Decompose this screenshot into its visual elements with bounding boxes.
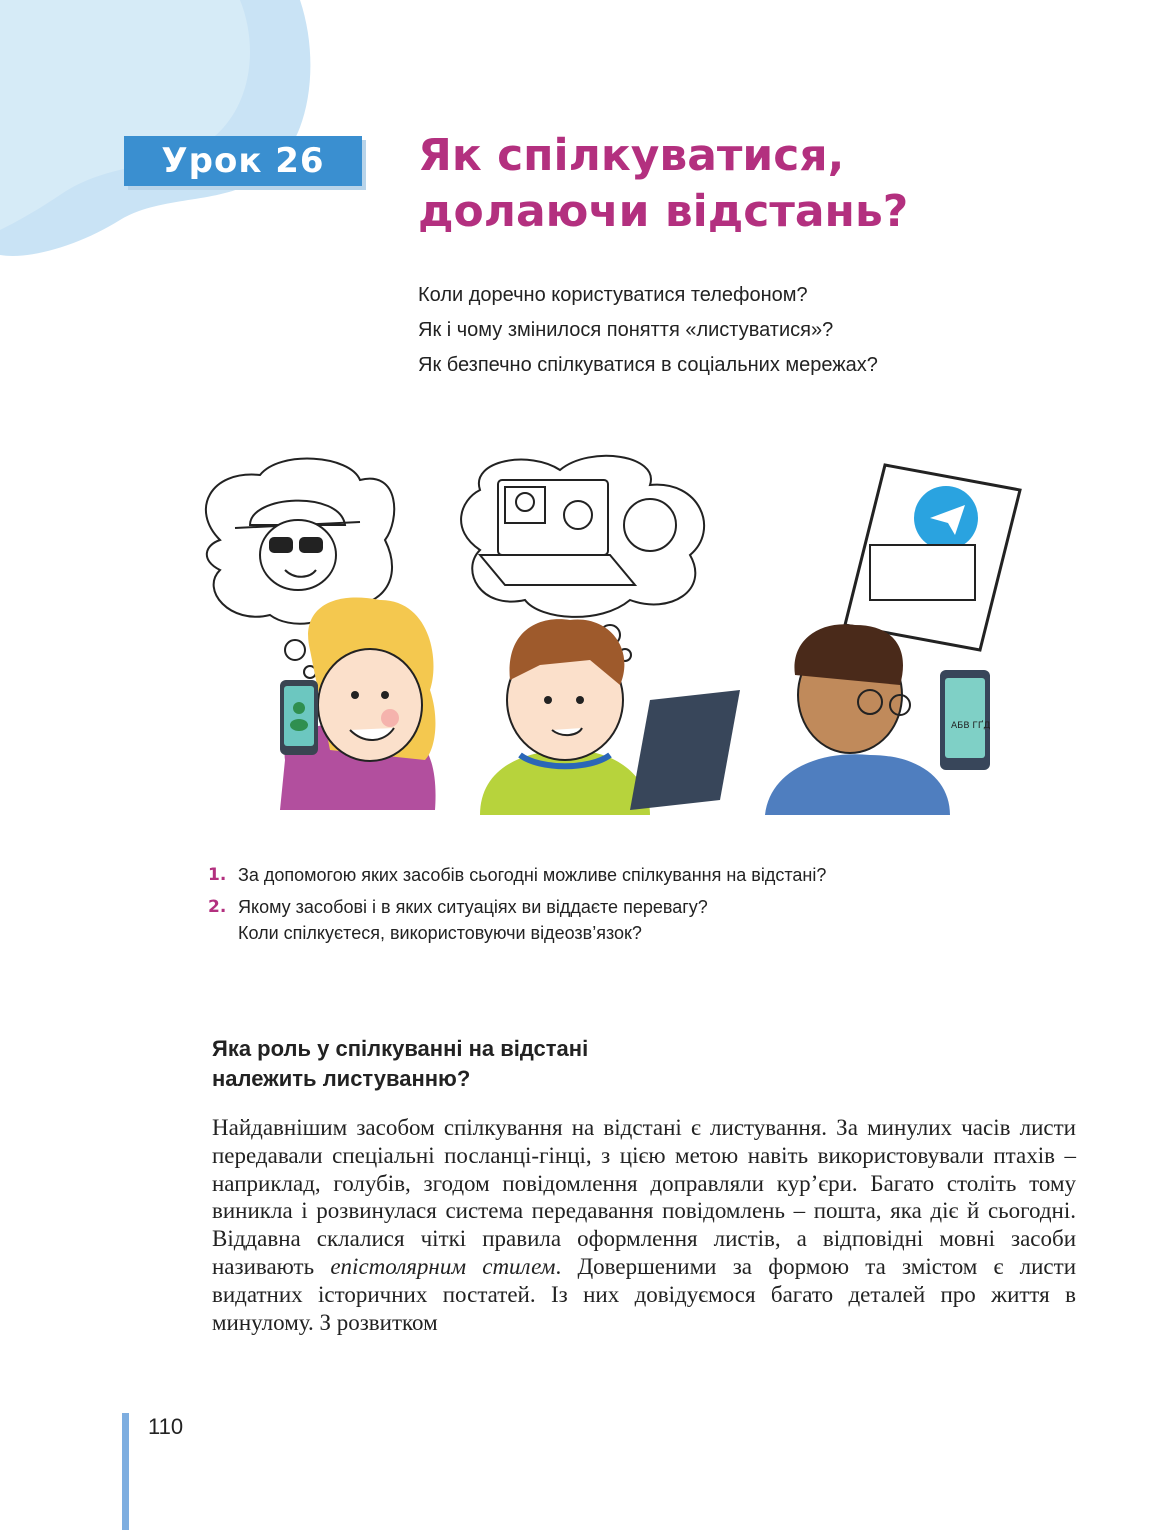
background-blob	[0, 0, 320, 270]
intro-question: Коли доречно користуватися телефоном?	[418, 284, 808, 306]
page-title-line-1: Як спілкуватися,	[418, 130, 845, 181]
question-text: Коли спілкуєтеся, використовуючи відеозв’язок?	[238, 923, 642, 943]
lesson-badge	[124, 136, 362, 186]
page-margin-bar	[122, 1413, 129, 1530]
intro-question: Як і чому змінилося поняття «листуватися»?	[418, 319, 834, 341]
boy-with-glasses-and-phone	[765, 624, 990, 815]
body-paragraph	[212, 1114, 1076, 1336]
question-text: За допомогою яких засобів сьогодні можливе спілкування на відстані?	[238, 865, 827, 885]
section-heading	[212, 1034, 588, 1094]
girl-with-phone	[280, 597, 436, 810]
question-item	[208, 862, 1028, 888]
body-text-part: . Довершеними за формою та змістом є листи видатних історичних постатей. Із них довідуємося багато деталей про життя в минулому. З розвитком	[212, 1253, 1076, 1335]
boy-with-tablet	[480, 619, 740, 815]
page-title-line-2: долаючи відстань?	[418, 186, 909, 237]
page-number: 110	[148, 1414, 184, 1439]
question-list	[208, 862, 1028, 952]
section-heading-line: Яка роль у спілкуванні на відстані	[212, 1036, 589, 1061]
page-title	[418, 128, 1118, 240]
intro-questions	[418, 278, 878, 383]
intro-question: Як безпечно спілкуватися в соціальних мережах?	[418, 354, 878, 376]
question-number: 1.	[208, 865, 227, 885]
question-text: Якому засобові і в яких ситуаціях ви віддаєте перевагу?	[238, 897, 708, 917]
lesson-badge-label: Урок 26	[161, 141, 325, 181]
body-text-part: Найдавнішим засобом спілкування на відстані є листування. За минулих часів листи передавали спеціальні посланці-гінці, з цією метою навіть використовували птахів – наприклад, голубів, згодом повідомлення доправляли кур’єри. Багато століть тому виникла і розвинулася система передавання повідомлень – пошта, яка діє й сьогодні. Віддавна склалися чіткі правила оформлення листів, а відповідні мовні засоби називають	[212, 1115, 1076, 1279]
question-item	[208, 894, 1028, 946]
phone-screen-text: АБВ ГҐД	[951, 721, 991, 731]
question-number: 2.	[208, 897, 227, 917]
section-heading-line: належить листуванню?	[212, 1066, 471, 1091]
kids-communicating-illustration	[180, 450, 1030, 815]
body-text-emphasis: епістолярним стилем	[330, 1253, 556, 1279]
tablet-with-messenger	[845, 465, 1020, 650]
